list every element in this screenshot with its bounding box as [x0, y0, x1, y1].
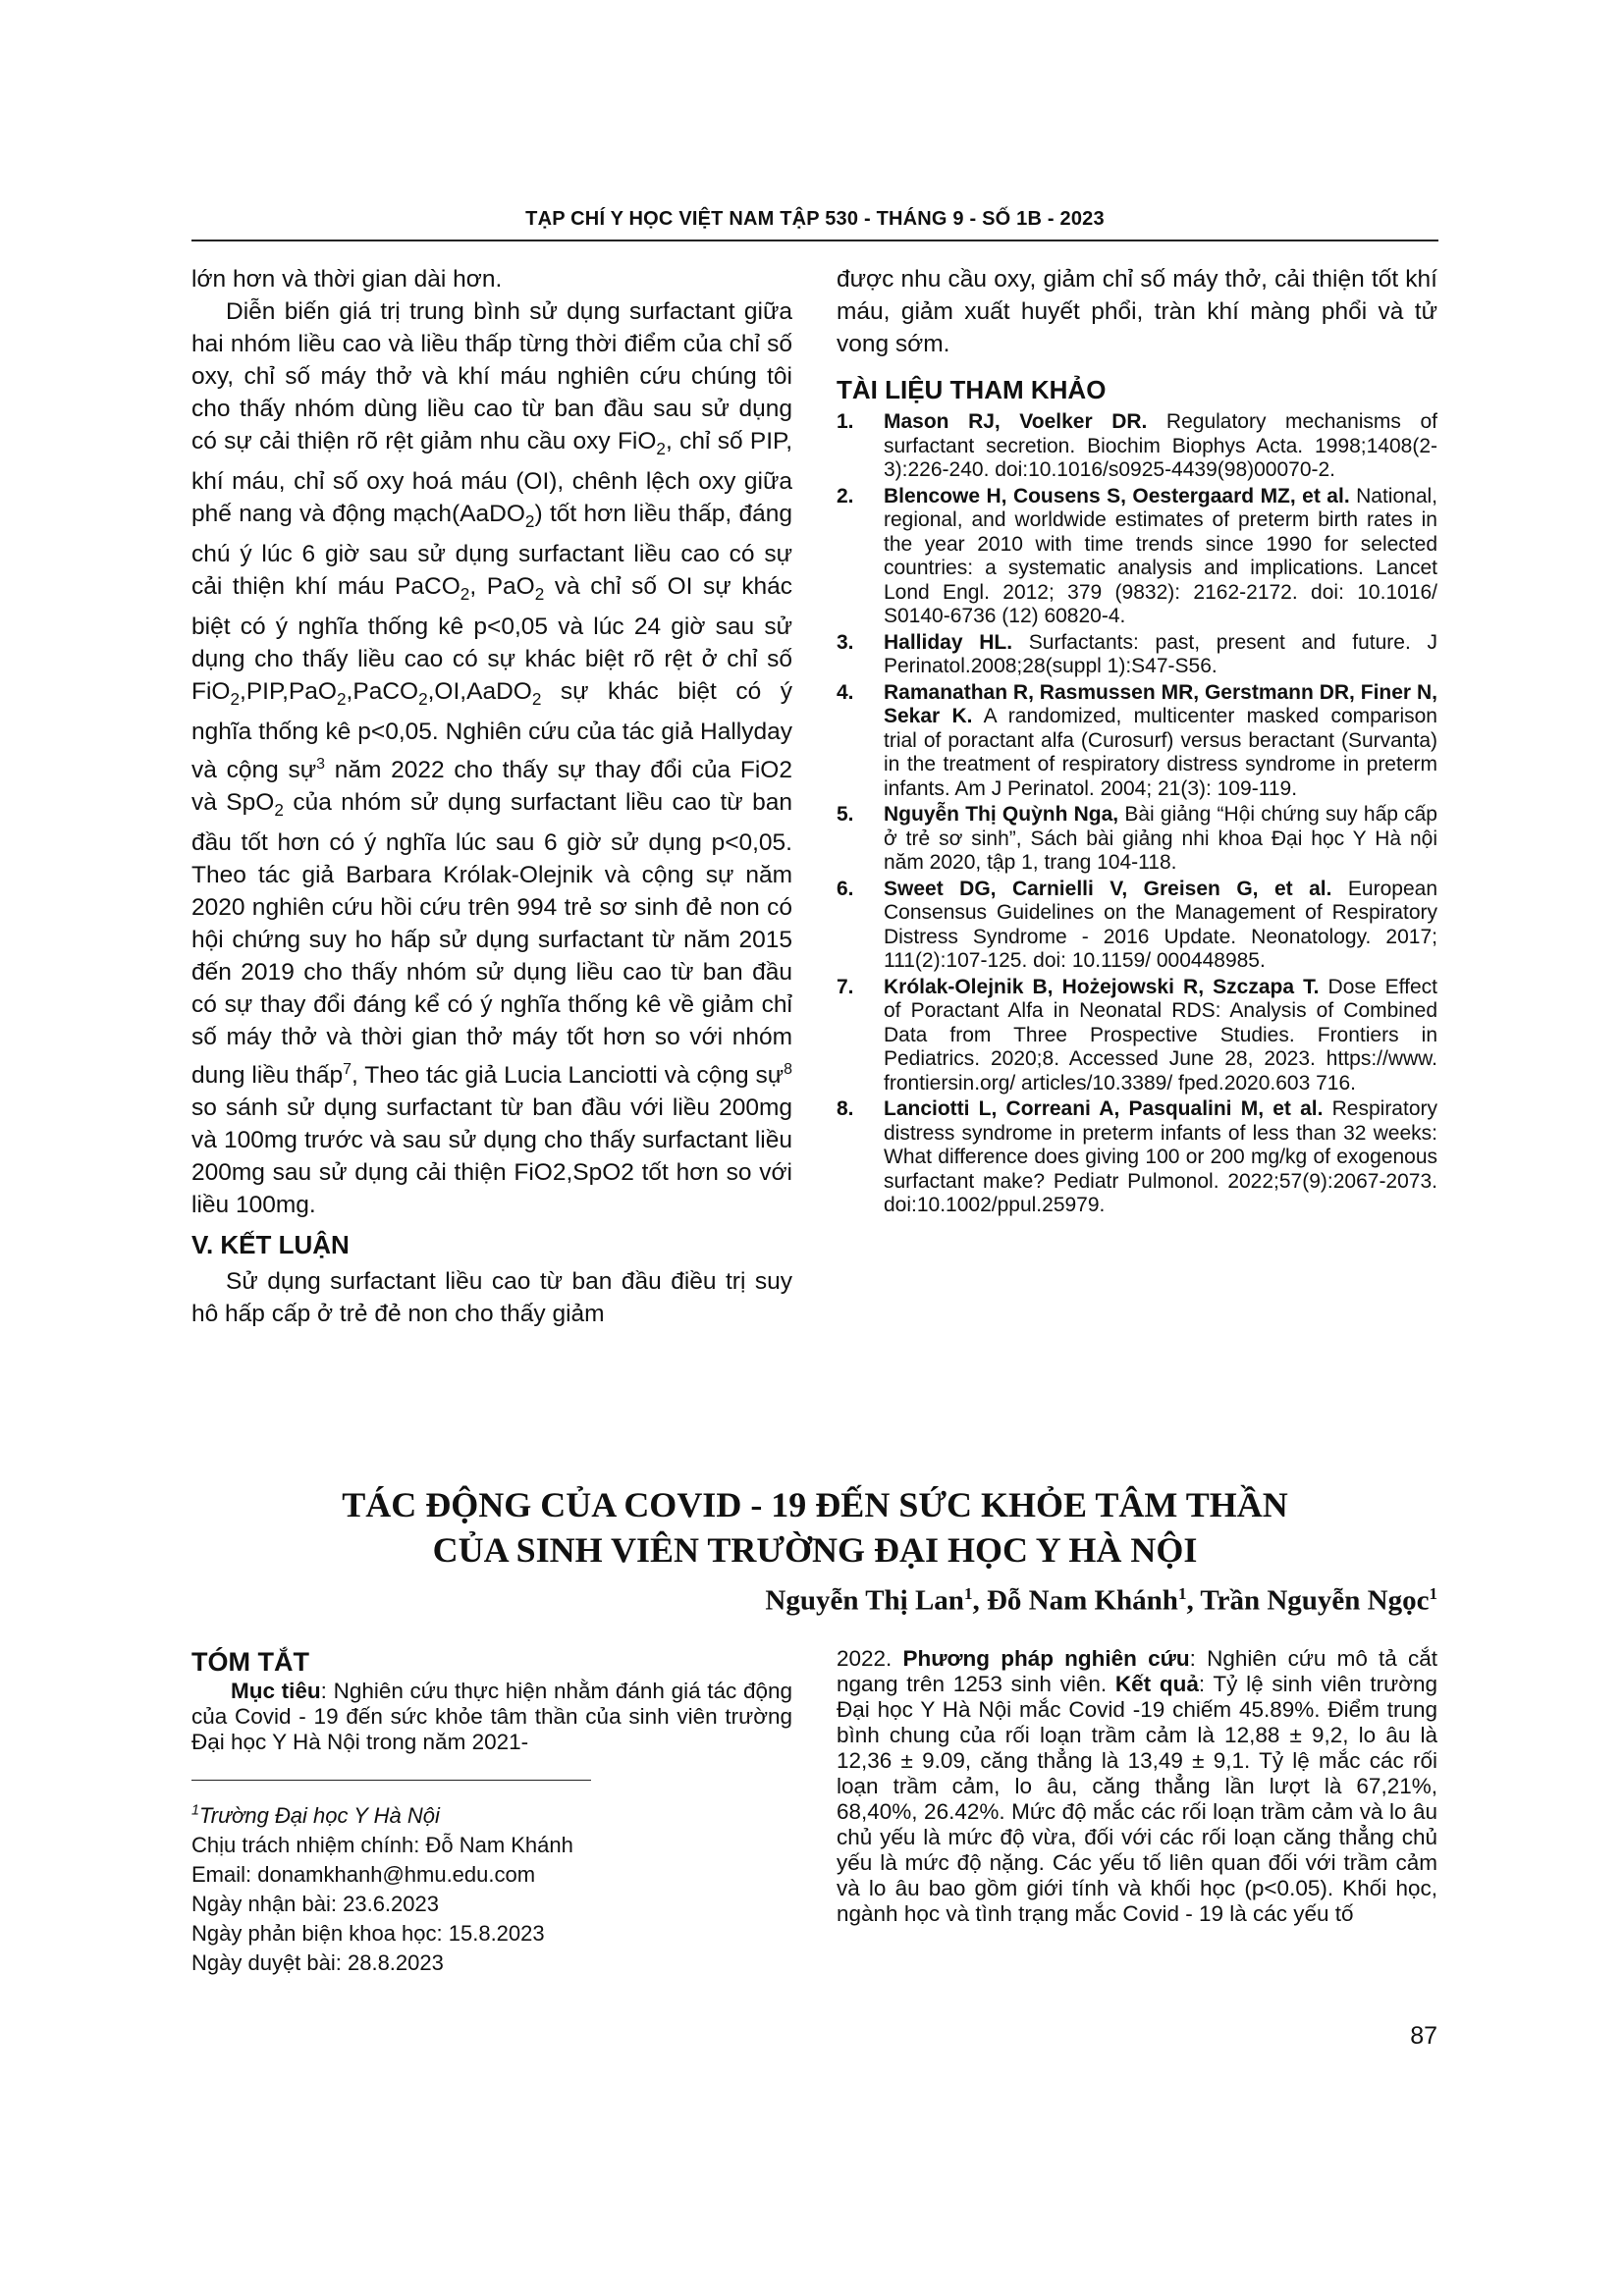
left-column [191, 263, 792, 1330]
reference-item: 4. Ramanathan R, Rasmussen MR, Gerstmann DR, Finer N, Sekar K. A randomized, multicenter masked comparison trial of poractant alfa (Curosurf) versus beractant (Survanta) in the treatment of respiratory distress syndrome in preterm infants. Am J Perinatol. 2004; 21(3): 109-119. [837, 680, 1437, 800]
footnote-reviewed: Ngày phản biện khoa học: 15.8.2023 [191, 1921, 545, 1947]
reference-item: 7. Królak-Olejnik B, Hożejowski R, Szczapa T. Dose Effect of Poractant Alfa in Neonatal RDS: Analysis of Combined Data from Three Prospective Studies. Frontiers in Pediatrics. 2020;8. Accessed June 28, 2023. https://www. frontiersin.org/ articles/10.3389/ fped.2020.603 716. [837, 975, 1437, 1095]
paragraph-discussion: Diễn biến giá trị trung bình sử dụng surfactant giữa hai nhóm liều cao và liều thấp từng thời điểm của chỉ số oxy, chỉ số máy thở và khí máu nghiên cứu chúng tôi cho thấy nhóm dùng liều cao từ ban đầu sau sử dụng có sự cải thiện rõ rệt giảm nhu cầu oxy FiO$_2$, chỉ số PIP, khí máu, chỉ số oxy hoá máu (OI), chênh lệch oxy giữa phế nang và động mạch(AaDO$_2$) tốt hơn liều thấp, đáng chú ý lúc 6 giờ sau sử dụng surfactant liều cao có sự cải thiện khí máu PaCO$_2$, PaO$_2$ và chỉ số OI sự khác biệt có ý nghĩa thống kê p<0,05 và lúc 24 giờ sau sử dụng cho thấy liều cao có sự khác biệt rõ rệt ở chỉ số FiO$_2$,PIP,PaO$_2$,PaCO$_2$,OI,AaDO$_2$ sự khác biệt có ý nghĩa thống kê p<0,05. Nghiên cứu của tác giả Hallyday và cộng sự$^3$ năm 2022 cho thấy sự thay đổi của FiO2 và SpO$_2$ của nhóm sử dụng surfactant liều cao từ ban đầu tốt hơn có ý nghĩa lúc sau 6 giờ sử dụng p<0,05. Theo tác giả Barbara Królak-Olejnik và cộng sự năm 2020 nghiên cứu hồi cứu trên 994 trẻ sơ sinh đẻ non có hội chứng suy ho hấp sử dụng surfactant từ năm 2015 đến 2019 cho thấy nhóm sử dụng liều cao từ ban đầu có sự thay đổi đáng kể có ý nghĩa thống kê về giảm chỉ số máy thở và thời gian thở máy tốt hơn so với nhóm dung liều thấp$^7$, Theo tác giả Lucia Lanciotti và cộng sự$^8$ so sánh sử dụng surfactant từ ban đầu với liều 200mg và 100mg trước và sau sử dụng cho thấy surfactant liều 200mg sau sử dụng cải thiện FiO2,SpO2 tốt hơn so với liều 100mg. [191, 298, 793, 1218]
footnote-rule [191, 1780, 591, 1781]
paragraph-conclusion: Sử dụng surfactant liều cao từ ban đầu điều trị suy hô hấp cấp ở trẻ đẻ non cho thấy giảm [191, 1267, 792, 1327]
article-title [191, 1482, 1438, 1573]
abstract-left [191, 1649, 792, 1755]
footnote-accepted: Ngày duyệt bài: 28.8.2023 [191, 1950, 444, 1976]
article-title-line-1: TÁC ĐỘNG CỦA COVID - 19 ĐẾN SỨC KHỎE TÂM THẦN [342, 1485, 1288, 1524]
reference-item: 5. Nguyễn Thị Quỳnh Nga, Bài giảng “Hội chứng suy hấp cấp ở trẻ sơ sinh”, Sách bài giảng nhi khoa Đại học Y Hà nội năm 2020, tập 1, trang 104-118. [837, 803, 1437, 874]
abstract-objective: Mục tiêu: Nghiên cứu thực hiện nhằm đánh giá tác động của Covid - 19 đến sức khỏe tâm thần của sinh viên trường Đại học Y Hà Nội trong năm 2021- [191, 1679, 792, 1754]
header-rule [191, 240, 1438, 241]
reference-item: 2. Blencowe H, Cousens S, Oestergaard MZ, et al. National, regional, and worldwide estimates of preterm birth rates in the year 2010 with time trends since 1990 for selected countries: a systematic analysis and implications. Lancet Lond Engl. 2012; 379 (9832): 2162-2172. doi: 10.1016/ S0140-6736 (12) 60820-4. [837, 484, 1438, 627]
right-column [837, 263, 1437, 1220]
section-heading-conclusion: V. KẾT LUẬN [191, 1229, 350, 1259]
abstract-methods-results: 2022. Phương pháp nghiên cứu: Nghiên cứu mô tả cắt ngang trên 1253 sinh viên. Kết quả: Tỷ lệ sinh viên trường Đại học Y Hà Nội mắc Covid -19 chiếm 45.89%. Điểm trung bình chung của rối loạn trầm cảm là 12,88 ± 9,2, lo âu là 12,36 ± 9.09, căng thẳng là 13,49 ± 9,1. Tỷ lệ mắc các rối loạn trầm cảm, lo âu, căng thẳng lần lượt là 67,21%, 68,40%, 26.42%. Mức độ mắc các rối loạn trầm cảm và lo âu chủ yếu là mức độ vừa, đối với các rối loạn căng thẳng chủ yếu là mức độ nặng. Các yếu tố liên quan đối với trầm cảm và lo âu bao gồm giới tính và khối học (p<0.05). Khối học, ngành học và tình trạng mắc Covid - 19 là các yếu tố [837, 1646, 1438, 1926]
abstract-right [837, 1646, 1437, 1927]
reference-item: 3. Halliday HL. Surfactants: past, present and future. J Perinatol.2008;28(suppl 1):S47-S56. [837, 630, 1437, 677]
footnote-email: Email: donamkhanh@hmu.edu.com [191, 1862, 536, 1888]
footnote-received: Ngày nhận bài: 23.6.2023 [191, 1892, 439, 1917]
reference-item: 6. Sweet DG, Carnielli V, Greisen G, et al. European Consensus Guidelines on the Management of Respiratory Distress Syndrome - 2016 Update. Neonatology. 2017; 111(2):107-125. doi: 10.1159/ 000448985. [837, 877, 1437, 972]
abstract-heading: TÓM TẮT [191, 1647, 309, 1677]
journal-header: TẠP CHÍ Y HỌC VIỆT NAM TẬP 530 - THÁNG 9 - SỐ 1B - 2023 [525, 208, 1105, 230]
paragraph: lớn hơn và thời gian dài hơn. [191, 266, 503, 293]
footnote-responsible: Chịu trách nhiệm chính: Đỗ Nam Khánh [191, 1833, 573, 1858]
article-authors: Nguyễn Thị Lan$^1$, Đỗ Nam Khánh$^1$, Trần Nguyễn Ngọc$^1$ [765, 1584, 1437, 1617]
paragraph: được nhu cầu oxy, giảm chỉ số máy thở, cải thiện tốt khí máu, giảm xuất huyết phổi, tràn khí màng phổi và tử vong sớm. [837, 266, 1437, 357]
page-number: 87 [1410, 2022, 1437, 2050]
reference-item: 1. Mason RJ, Voelker DR. Regulatory mechanisms of surfactant secretion. Biochim Biophys Acta. 1998;1408(2-3):226-240. doi:10.1016/s0925-4439(98)00070-2. [837, 410, 1437, 481]
references-heading: TÀI LIỆU THAM KHẢO [837, 375, 1107, 404]
footnote [191, 1796, 781, 1978]
article-title-line-2: CỦA SINH VIÊN TRƯỜNG ĐẠI HỌC Y HÀ NỘI [432, 1530, 1198, 1570]
footnote-affiliation: $^1$Trường Đại học Y Hà Nội [191, 1803, 440, 1829]
reference-list [837, 410, 1437, 1218]
reference-item: 8. Lanciotti L, Correani A, Pasqualini M, et al. Respiratory distress syndrome in preterm infants of less than 32 weeks: What difference does giving 100 or 200 mg/kg of exogenous surfactant make? Pediatr Pulmonol. 2022;57(9):2067-2073. doi:10.1002/ppul.25979. [837, 1097, 1437, 1216]
